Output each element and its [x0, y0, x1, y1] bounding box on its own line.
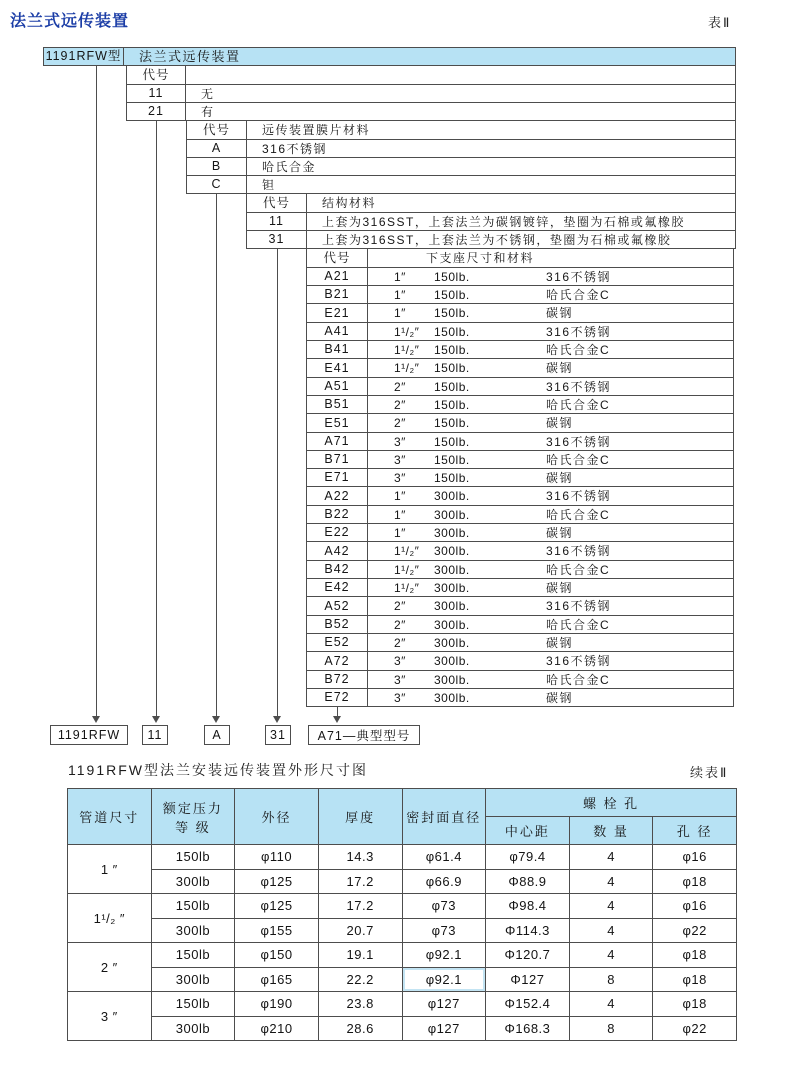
desc-cell — [367, 633, 734, 652]
header-bolt-count: 数 量 — [569, 817, 653, 845]
size-text: 1¹/₂″ — [394, 342, 420, 357]
rating-cell: 150lb — [151, 943, 235, 968]
connector-line-5 — [337, 706, 338, 716]
seal-dia-cell: φ127 — [402, 1016, 486, 1041]
seal-dia-cell: φ92.1 — [402, 967, 486, 992]
pipe-size-cell: 1 ″ — [68, 845, 152, 894]
code-cell: 11 — [246, 212, 307, 231]
hole-dia-cell: φ18 — [653, 992, 737, 1017]
code-cell: 代号 — [306, 248, 368, 268]
root-model-cell: 1191RFW型 — [43, 47, 124, 66]
rating-cell: 300lb — [151, 967, 235, 992]
rating-text: 300lb. — [434, 544, 470, 558]
down-arrow-icon — [273, 716, 281, 723]
header-center-distance: 中心距 — [486, 817, 570, 845]
size-text: 1¹/₂″ — [394, 562, 420, 577]
desc-cell — [367, 615, 734, 634]
down-arrow-icon — [212, 716, 220, 723]
table-row — [68, 918, 737, 943]
bolt-count-cell: 4 — [569, 992, 653, 1017]
desc-cell: 316不锈钢 — [246, 139, 736, 158]
rating-text: 150lb. — [434, 342, 470, 357]
material-text: 哈氏合金C — [546, 452, 611, 467]
example-code-box: 11 — [142, 725, 168, 745]
bolt-count-cell: 4 — [569, 894, 653, 919]
bolt-count-cell: 4 — [569, 845, 653, 870]
size-text: 1″ — [394, 507, 406, 522]
code-cell: A42 — [306, 541, 368, 561]
code-cell: A — [186, 139, 247, 158]
desc-cell — [367, 322, 734, 341]
rating-text: 300lb. — [434, 489, 470, 503]
code-cell: E71 — [306, 468, 368, 487]
code-cell: A21 — [306, 267, 368, 286]
size-text: 1″ — [394, 287, 406, 302]
size-text: 3″ — [394, 672, 406, 687]
material-text: 碳钢 — [546, 470, 574, 485]
continued-table-ref-label: 续表Ⅱ — [690, 765, 729, 780]
od-cell: φ125 — [235, 894, 319, 919]
root-desc-cell: 法兰式远传装置 — [123, 47, 736, 66]
desc-cell — [367, 651, 734, 671]
code-cell: E41 — [306, 358, 368, 378]
pipe-size-cell: 1¹/₂ ″ — [68, 894, 152, 943]
table-row — [68, 1016, 737, 1041]
rating-text: 300lb. — [434, 507, 470, 522]
hole-dia-cell: φ18 — [653, 869, 737, 894]
down-arrow-icon — [152, 716, 160, 723]
hole-dia-cell: φ22 — [653, 1016, 737, 1041]
rating-text: 150lb. — [434, 416, 470, 430]
header-outer-diameter: 外径 — [235, 789, 319, 845]
desc-cell — [367, 413, 734, 433]
od-cell: φ190 — [235, 992, 319, 1017]
thickness-cell: 20.7 — [318, 918, 402, 943]
code-cell: B72 — [306, 670, 368, 689]
hole-dia-cell: φ18 — [653, 967, 737, 992]
bolt-count-cell: 4 — [569, 918, 653, 943]
size-text: 3″ — [394, 452, 406, 467]
thickness-cell: 17.2 — [318, 869, 402, 894]
rating-cell: 150lb — [151, 992, 235, 1017]
desc-cell — [367, 358, 734, 378]
hole-dia-cell: φ18 — [653, 943, 737, 968]
thickness-cell: 17.2 — [318, 894, 402, 919]
desc-cell: 钽 — [246, 175, 736, 194]
size-text: 3″ — [394, 654, 406, 668]
rating-cell: 300lb — [151, 1016, 235, 1041]
rating-text: 150lb. — [434, 452, 470, 467]
material-text: 碳钢 — [546, 306, 574, 320]
desc-cell: 无 — [185, 84, 736, 103]
desc-cell — [367, 670, 734, 689]
rating-cell: 300lb — [151, 918, 235, 943]
material-text: 哈氏合金C — [546, 287, 611, 302]
code-cell: B51 — [306, 395, 368, 414]
pipe-size-cell: 2 ″ — [68, 943, 152, 992]
header-bolt-holes: 螺 栓 孔 — [486, 789, 737, 817]
page-title: 法兰式远传装置 — [10, 13, 130, 30]
size-text: 1¹/₂″ — [394, 324, 420, 339]
material-text: 碳钢 — [546, 416, 574, 430]
table-row — [68, 967, 737, 992]
rating-text: 300lb. — [434, 690, 470, 705]
seal-dia-cell: φ127 — [402, 992, 486, 1017]
code-cell: B52 — [306, 615, 368, 634]
size-text: 1″ — [394, 269, 406, 284]
header-pipe-size: 管道尺寸 — [68, 789, 152, 845]
size-text: 1″ — [394, 489, 406, 503]
code-cell: E52 — [306, 633, 368, 652]
material-text: 碳钢 — [546, 580, 574, 595]
center-dist-cell: Φ114.3 — [486, 918, 570, 943]
size-text: 3″ — [394, 470, 406, 485]
thickness-cell: 14.3 — [318, 845, 402, 870]
rating-text: 150lb. — [434, 306, 470, 320]
size-text: 2″ — [394, 599, 406, 613]
desc-cell — [367, 432, 734, 451]
code-cell: A51 — [306, 377, 368, 396]
dimension-figure-title: 1191RFW型法兰安装远传装置外形尺寸图 — [68, 762, 368, 778]
table-row — [68, 845, 737, 870]
desc-cell: 上套为316SST，上套法兰为不锈钢，垫圈为石棉或氟橡胶 — [306, 230, 736, 249]
material-text: 316不锈钢 — [546, 489, 612, 503]
size-text: 1″ — [394, 525, 406, 540]
material-text: 316不锈钢 — [546, 379, 612, 394]
material-text: 碳钢 — [546, 361, 574, 375]
desc-cell: 远传装置膜片材料 — [246, 120, 736, 140]
rating-cell: 150lb — [151, 894, 235, 919]
center-dist-cell: Φ168.3 — [486, 1016, 570, 1041]
bolt-count-cell: 8 — [569, 1016, 653, 1041]
size-text: 3″ — [394, 434, 406, 449]
center-dist-cell: Φ88.9 — [486, 869, 570, 894]
desc-cell — [367, 560, 734, 579]
code-cell: 31 — [246, 230, 307, 249]
code-cell: A72 — [306, 651, 368, 671]
center-dist-cell: Φ120.7 — [486, 943, 570, 968]
code-cell: E21 — [306, 303, 368, 323]
desc-cell: 哈氏合金 — [246, 157, 736, 176]
thickness-cell: 19.1 — [318, 943, 402, 968]
desc-cell — [367, 303, 734, 323]
desc-cell — [367, 541, 734, 561]
example-code-box: 1191RFW — [50, 725, 128, 745]
center-dist-cell: Φ127 — [486, 967, 570, 992]
seal-dia-cell: φ73 — [402, 918, 486, 943]
table-row — [68, 869, 737, 894]
rating-cell: 300lb — [151, 869, 235, 894]
code-cell: A71 — [306, 432, 368, 451]
center-dist-cell: Φ98.4 — [486, 894, 570, 919]
down-arrow-icon — [92, 716, 100, 723]
size-text: 1¹/₂″ — [394, 580, 420, 595]
rating-text: 150lb. — [434, 324, 470, 339]
material-text: 316不锈钢 — [546, 654, 612, 668]
od-cell: φ125 — [235, 869, 319, 894]
desc-cell — [367, 395, 734, 414]
material-text: 哈氏合金C — [546, 397, 611, 412]
code-cell: 21 — [126, 102, 186, 121]
seal-dia-cell: φ73 — [402, 894, 486, 919]
code-cell: A41 — [306, 322, 368, 341]
code-cell: E42 — [306, 578, 368, 597]
rating-text: 300lb. — [434, 599, 470, 613]
code-cell: 代号 — [246, 193, 307, 213]
material-text: 哈氏合金C — [546, 562, 611, 577]
bolt-count-cell: 4 — [569, 943, 653, 968]
material-text: 316不锈钢 — [546, 269, 612, 284]
code-cell: E22 — [306, 523, 368, 542]
bolt-count-cell: 4 — [569, 869, 653, 894]
material-text: 316不锈钢 — [546, 599, 612, 613]
code-cell: B42 — [306, 560, 368, 579]
dimension-table — [67, 788, 737, 1041]
desc-cell — [185, 65, 736, 85]
code-cell: B — [186, 157, 247, 176]
rating-text: 150lb. — [434, 434, 470, 449]
desc-cell — [367, 267, 734, 286]
size-text: 1¹/₂″ — [394, 544, 420, 558]
size-text: 2″ — [394, 379, 406, 394]
header-pressure-line1: 额定压力 — [162, 800, 223, 816]
rating-text: 150lb. — [434, 397, 470, 412]
dimension-table-header — [68, 789, 737, 845]
rating-text: 300lb. — [434, 672, 470, 687]
thickness-cell: 28.6 — [318, 1016, 402, 1041]
code-cell: E72 — [306, 688, 368, 707]
od-cell: φ110 — [235, 845, 319, 870]
material-text: 碳钢 — [546, 690, 574, 705]
code-cell: 代号 — [126, 65, 186, 85]
desc-cell: 上套为316SST，上套法兰为碳钢镀锌，垫圈为石棉或氟橡胶 — [306, 212, 736, 231]
header-thickness: 厚度 — [318, 789, 402, 845]
desc-cell — [367, 523, 734, 542]
desc-cell — [367, 340, 734, 359]
od-cell: φ155 — [235, 918, 319, 943]
table-row — [68, 992, 737, 1017]
desc-cell — [367, 505, 734, 524]
dimension-table-body — [68, 845, 737, 1041]
rating-text: 150lb. — [434, 269, 470, 284]
rating-text: 300lb. — [434, 562, 470, 577]
material-text: 哈氏合金C — [546, 507, 611, 522]
hole-dia-cell: φ22 — [653, 918, 737, 943]
material-text: 哈氏合金C — [546, 342, 611, 357]
size-text: 2″ — [394, 617, 406, 632]
example-code-box: A — [204, 725, 230, 745]
header-pressure-rating — [151, 789, 235, 845]
header-pressure-line2: 等 级 — [175, 819, 211, 835]
desc-cell — [367, 377, 734, 396]
desc-cell: 结构材料 — [306, 193, 736, 213]
code-cell: B41 — [306, 340, 368, 359]
header-seal-face-diameter: 密封面直径 — [402, 789, 486, 845]
seal-dia-cell: φ92.1 — [402, 943, 486, 968]
down-arrow-icon — [333, 716, 341, 723]
size-text: 2″ — [394, 416, 406, 430]
table-row — [68, 894, 737, 919]
od-cell: φ165 — [235, 967, 319, 992]
size-text: 1¹/₂″ — [394, 361, 420, 375]
code-cell: E51 — [306, 413, 368, 433]
rating-text: 300lb. — [434, 635, 470, 650]
desc-cell: 有 — [185, 102, 736, 121]
desc-cell — [367, 468, 734, 487]
typical-model-box: A71—典型型号 — [308, 725, 420, 745]
connector-line-1 — [96, 65, 97, 716]
size-text: 2″ — [394, 635, 406, 650]
rating-text: 300lb. — [434, 617, 470, 632]
code-cell: B21 — [306, 285, 368, 304]
desc-cell — [367, 285, 734, 304]
desc-cell: 下支座尺寸和材料 — [367, 248, 734, 268]
material-text: 碳钢 — [546, 635, 574, 650]
rating-text: 300lb. — [434, 525, 470, 540]
connector-line-4 — [277, 248, 278, 716]
desc-cell — [367, 578, 734, 597]
pipe-size-cell: 3 ″ — [68, 992, 152, 1041]
material-text: 哈氏合金C — [546, 617, 611, 632]
size-text: 1″ — [394, 306, 406, 320]
od-cell: φ150 — [235, 943, 319, 968]
connector-line-3 — [216, 193, 217, 716]
material-text: 316不锈钢 — [546, 434, 612, 449]
od-cell: φ210 — [235, 1016, 319, 1041]
header-hole-diameter: 孔 径 — [653, 817, 737, 845]
size-text: 3″ — [394, 690, 406, 705]
material-text: 316不锈钢 — [546, 324, 612, 339]
desc-cell — [367, 596, 734, 616]
center-dist-cell: φ79.4 — [486, 845, 570, 870]
code-cell: 11 — [126, 84, 186, 103]
thickness-cell: 22.2 — [318, 967, 402, 992]
example-code-box: 31 — [265, 725, 291, 745]
thickness-cell: 23.8 — [318, 992, 402, 1017]
code-cell: A22 — [306, 486, 368, 506]
material-text: 316不锈钢 — [546, 544, 612, 558]
material-text: 碳钢 — [546, 525, 574, 540]
bolt-count-cell: 8 — [569, 967, 653, 992]
rating-cell: 150lb — [151, 845, 235, 870]
table-row — [68, 943, 737, 968]
code-cell: C — [186, 175, 247, 194]
hole-dia-cell: φ16 — [653, 894, 737, 919]
desc-cell — [367, 688, 734, 707]
rating-text: 150lb. — [434, 287, 470, 302]
rating-text: 300lb. — [434, 654, 470, 668]
seal-dia-cell: φ66.9 — [402, 869, 486, 894]
code-cell: B71 — [306, 450, 368, 469]
hole-dia-cell: φ16 — [653, 845, 737, 870]
rating-text: 150lb. — [434, 470, 470, 485]
size-text: 2″ — [394, 397, 406, 412]
rating-text: 150lb. — [434, 379, 470, 394]
desc-cell — [367, 486, 734, 506]
rating-text: 300lb. — [434, 580, 470, 595]
seal-dia-cell: φ61.4 — [402, 845, 486, 870]
code-cell: B22 — [306, 505, 368, 524]
connector-line-2 — [156, 120, 157, 716]
table-ref-label: 表Ⅱ — [708, 15, 732, 30]
material-text: 哈氏合金C — [546, 672, 611, 687]
code-cell: A52 — [306, 596, 368, 616]
rating-text: 150lb. — [434, 361, 470, 375]
desc-cell — [367, 450, 734, 469]
center-dist-cell: Φ152.4 — [486, 992, 570, 1017]
code-cell: 代号 — [186, 120, 247, 140]
